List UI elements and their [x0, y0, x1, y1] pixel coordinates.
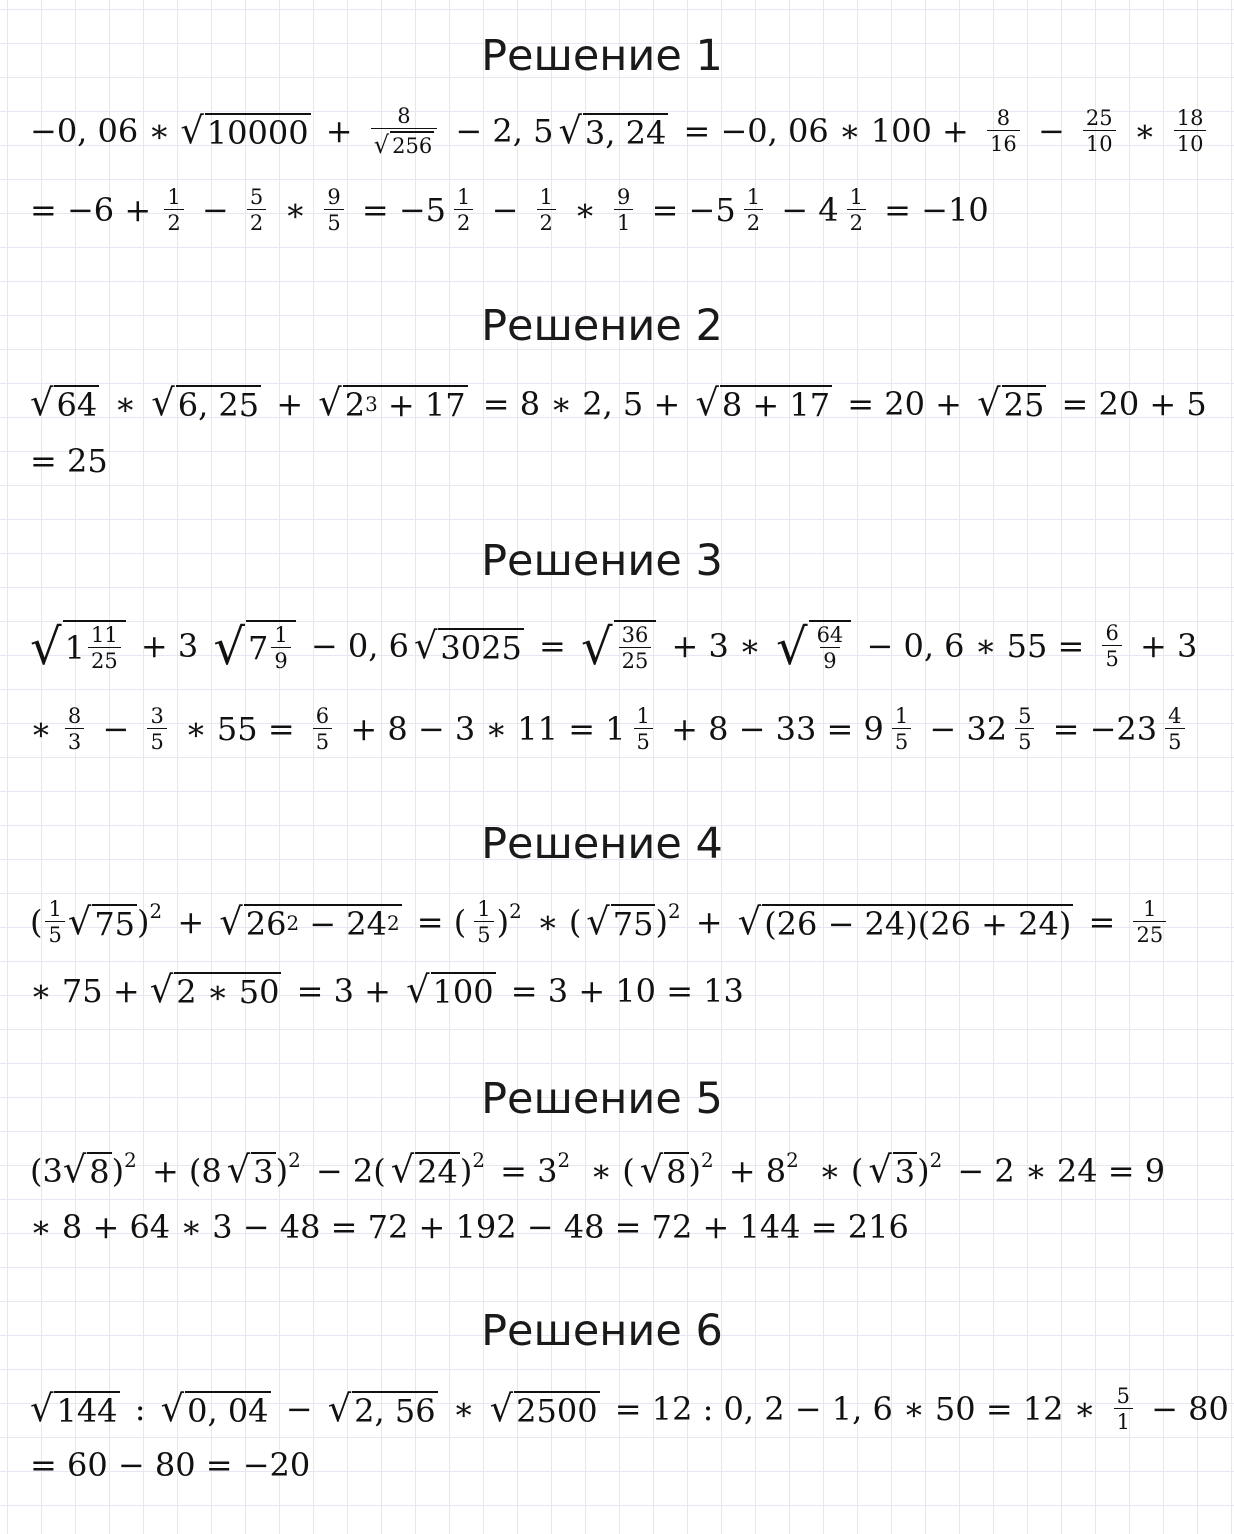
paren-close: ): [275, 1151, 289, 1190]
exponent: 2: [149, 900, 163, 924]
radicand: 25: [1003, 386, 1045, 425]
sqrt: √ 3: [868, 1148, 916, 1192]
exponent: 2: [472, 1148, 485, 1172]
paren: [917, 1148, 943, 1190]
operator: ∗: [452, 1390, 475, 1429]
sqrt: √ 0, 04: [160, 1386, 269, 1431]
radicand: 100: [432, 973, 494, 1012]
sqrt: √ 2 3 + 17: [318, 381, 466, 425]
exponent: 2: [667, 900, 681, 924]
radicand: 3025: [440, 629, 522, 668]
sqrt: √ 26 2 − 24 2: [219, 899, 400, 944]
radicand: 3: [894, 1153, 916, 1192]
paren-close: ): [655, 903, 668, 942]
denominator: 5: [1015, 728, 1034, 753]
paren: [655, 900, 681, 942]
numerator: 1: [48, 897, 62, 921]
denominator: 2: [537, 209, 556, 234]
fraction: [847, 186, 866, 234]
exponent: 2: [557, 1148, 571, 1172]
expr: = 20 +: [847, 384, 962, 423]
expr: = (: [416, 903, 467, 942]
operator: +: [177, 903, 205, 942]
denominator: 9: [271, 647, 290, 672]
fraction: [634, 705, 653, 753]
numerator: 6: [315, 704, 330, 728]
radicand: [614, 620, 657, 672]
solution-2-line-2: [30, 441, 108, 480]
expr: + 3: [140, 627, 199, 666]
solution-4-title: Решение 4: [481, 819, 723, 869]
operator: ∗: [1133, 112, 1156, 151]
numerator: 1: [746, 185, 761, 209]
fraction: [271, 624, 290, 672]
denominator: 2: [744, 209, 763, 234]
paren: [111, 1148, 137, 1190]
fraction: [371, 105, 437, 157]
solution-3-line-1: [30, 617, 1202, 676]
fraction: [324, 186, 343, 234]
paren: (: [30, 903, 43, 942]
expr: = 60 − 80 = −20: [30, 1445, 311, 1484]
fraction: [814, 624, 847, 672]
fraction: [744, 186, 763, 234]
numerator: 9: [617, 185, 631, 209]
solution-5-title: Решение 5: [481, 1074, 723, 1124]
term: + 17: [387, 386, 466, 425]
operator: :: [134, 1390, 146, 1429]
denominator: 5: [634, 728, 653, 753]
solution-4-line-1: [30, 898, 1169, 946]
sqrt: √ 1 $\frac{11}{25}$: [30, 620, 126, 672]
operator: ∗: [284, 191, 307, 230]
radicand: [809, 620, 852, 672]
expr: − 2 ∗ 24 = 9: [957, 1151, 1166, 1190]
numerator: 18: [1176, 106, 1204, 130]
expr: = −6 +: [30, 191, 152, 230]
fraction: [454, 186, 473, 234]
denominator: 1: [614, 209, 633, 234]
solution-6-line-1: [30, 1385, 1234, 1433]
operator: −: [491, 191, 519, 230]
expr: ∗ (: [590, 1151, 635, 1190]
denominator: 25: [88, 647, 121, 672]
numerator: 1: [1143, 897, 1157, 921]
expr: − 0, 6 ∗ 55 =: [866, 627, 1085, 666]
solution-5-line-2: [30, 1207, 909, 1246]
numerator: 9: [327, 185, 341, 209]
paren: [459, 1148, 485, 1190]
exponent: 2: [700, 1148, 714, 1172]
fraction: [1102, 622, 1121, 670]
expr: + 3 ∗: [671, 627, 761, 666]
solution-6-title: Решение 6: [481, 1306, 723, 1356]
denominator: 5: [324, 209, 343, 234]
paren-close: ): [688, 1151, 701, 1190]
denominator: 5: [313, 728, 332, 753]
fraction: [45, 898, 64, 946]
paren: [137, 900, 163, 942]
operator: ∗: [30, 710, 52, 749]
sqrt: √ 8: [62, 1148, 110, 1192]
paren: [496, 900, 522, 942]
numerator: 5: [1018, 704, 1032, 728]
radicand: 24: [417, 1153, 458, 1192]
sqrt: √ 25: [977, 381, 1045, 425]
radicand: 26 2 − 24 2: [245, 905, 400, 944]
denominator: 5: [892, 728, 911, 753]
fraction: [1133, 898, 1166, 946]
fraction: [474, 898, 493, 946]
radicand: 2 3 + 17: [344, 386, 466, 425]
base: 26: [245, 905, 287, 944]
solution-3-line-2: [30, 705, 1188, 753]
denominator: 5: [1102, 645, 1121, 670]
paren-close: ): [496, 903, 510, 942]
numerator: 11: [90, 623, 118, 647]
numerator: 1: [274, 623, 288, 647]
denominator: 5: [147, 728, 166, 753]
fraction: [313, 705, 332, 753]
expr: ∗ 75 +: [30, 971, 140, 1010]
denominator: 9: [820, 647, 839, 672]
fraction: [65, 705, 84, 753]
paren-close: ): [111, 1151, 125, 1190]
sqrt: √ 144: [30, 1386, 118, 1431]
expr: = −5: [651, 191, 736, 230]
fraction: [247, 186, 266, 234]
solution-1-line-2: [30, 186, 994, 234]
paren: [275, 1148, 301, 1190]
sqrt: √ 10000: [180, 108, 309, 153]
expr: + 8 − 33 = 9: [671, 710, 884, 749]
operator: ∗: [574, 191, 596, 230]
expr: − 32: [929, 710, 1008, 749]
exponent: 2: [288, 1148, 301, 1172]
denominator: 3: [65, 728, 84, 753]
expr: = 12 : 0, 2 − 1, 6 ∗ 50 = 12 ∗: [614, 1390, 1096, 1429]
radicand: 6, 25: [177, 386, 260, 425]
base: − 24: [309, 905, 387, 944]
sqrt: √ 3: [226, 1148, 274, 1192]
expr: − 0, 6: [310, 627, 409, 666]
radicand: [63, 620, 126, 672]
radicand: 8: [666, 1153, 687, 1192]
numerator: 1: [894, 704, 909, 728]
sqrt: √ (26 − 24)(26 + 24): [737, 899, 1072, 944]
sqrt: √ 2, 56: [327, 1386, 436, 1431]
radicand: 8 + 17: [721, 386, 831, 425]
term: = 3: [500, 1151, 558, 1190]
fraction: [1165, 705, 1184, 753]
solution-2-line-1: [30, 381, 1212, 425]
sqrt: √ 64: [30, 381, 98, 425]
radicand: (26 − 24)(26 + 24): [764, 905, 1072, 944]
fraction: [1174, 107, 1207, 155]
radicand: 2500: [516, 1392, 598, 1431]
numerator: 25: [1085, 106, 1113, 130]
numerator: 1: [539, 185, 553, 209]
numerator: 1: [477, 897, 491, 921]
expr: − 80: [1151, 1390, 1229, 1429]
denominator: 25: [619, 647, 652, 672]
exponent: 2: [929, 1148, 943, 1172]
expr: [728, 1148, 799, 1190]
expr: = −5: [361, 191, 447, 230]
expr: −0, 06 ∗: [30, 112, 171, 151]
sqrt: √ 8: [639, 1148, 687, 1192]
radicand: [246, 620, 296, 672]
radicand: 2, 56: [354, 1392, 436, 1431]
solution-4-line-2: [30, 968, 749, 1012]
radicand: 0, 04: [187, 1392, 269, 1431]
paren-close: ): [137, 903, 150, 942]
whole: 1: [64, 629, 85, 668]
radicand: 2 ∗ 50: [176, 973, 280, 1012]
radicand: 10000: [206, 114, 309, 153]
solution-3-title: Решение 3: [481, 536, 723, 586]
denominator: 2: [847, 209, 866, 234]
expr: + 8 − 3 ∗ 11 = 1: [350, 710, 626, 749]
expr: [500, 1148, 571, 1190]
denominator: 25: [1133, 921, 1166, 946]
numerator: 4: [1168, 704, 1182, 728]
expr: + (8: [151, 1151, 222, 1190]
radicand: 75: [612, 905, 654, 944]
denominator: 1: [1114, 1408, 1133, 1433]
expr: ∗ 55 =: [185, 710, 295, 749]
denominator: 5: [474, 921, 493, 946]
expr: = 20 + 5: [1061, 384, 1207, 423]
solution-6-line-2: [30, 1445, 311, 1484]
operator: =: [1088, 903, 1116, 942]
denominator: 2: [247, 209, 266, 234]
operator: +: [325, 112, 353, 151]
expr: (3: [30, 1151, 63, 1190]
paren-close: ): [459, 1151, 473, 1190]
denominator: 2: [454, 209, 473, 234]
solution-2-title: Решение 2: [481, 301, 723, 351]
expr: ∗ (: [818, 1151, 864, 1190]
fraction: [537, 186, 556, 234]
sqrt: √ $\frac{36}{25}$: [581, 620, 656, 672]
operator: +: [276, 384, 304, 423]
sqrt: √ 8 + 17: [695, 381, 831, 425]
denominator: 10: [1083, 130, 1116, 155]
numerator: 1: [167, 185, 181, 209]
sqrt: √ 2 ∗ 50: [149, 968, 280, 1012]
denominator: 2: [164, 209, 183, 234]
sqrt: √ 75: [586, 899, 654, 944]
operator: −: [1037, 112, 1065, 151]
sqrt: √ 75: [67, 899, 136, 944]
denominator: 10: [1174, 130, 1207, 155]
numerator: 1: [849, 185, 863, 209]
sqrt: √ $\frac{64}{9}$: [776, 620, 851, 672]
radicand: 75: [94, 905, 136, 944]
denominator: √ 256: [371, 128, 437, 157]
sqrt: √ 3, 24: [558, 108, 667, 153]
fraction: [88, 624, 121, 672]
expr: ∗ (: [536, 903, 582, 942]
radicand: 256: [390, 131, 434, 157]
expr: = 25: [30, 441, 108, 480]
sqrt: √ 2500: [489, 1386, 598, 1431]
operator: =: [539, 627, 566, 666]
denominator: 5: [1165, 728, 1184, 753]
expr: ∗ 8 + 64 ∗ 3 − 48 = 72 + 192 − 48 = 72 + 144 = 216: [30, 1207, 909, 1246]
base: 2: [344, 386, 366, 425]
sqrt: √ 3025: [413, 623, 522, 668]
expr: = 3 +: [296, 971, 391, 1010]
whole: 7: [248, 629, 269, 668]
sqrt: √ 100: [406, 968, 494, 1012]
expr: = −0, 06 ∗ 100 +: [683, 112, 969, 151]
fraction: [164, 186, 183, 234]
fraction: [619, 624, 652, 672]
numerator: 1: [457, 185, 471, 209]
sqrt: √ 6, 25: [151, 381, 260, 425]
numerator: 36: [621, 623, 649, 647]
numerator: 64: [816, 623, 844, 647]
numerator: 8: [397, 104, 411, 128]
numerator: 5: [249, 185, 264, 209]
expr: = 8 ∗ 2, 5 +: [482, 384, 681, 423]
expr: − 2, 5: [455, 112, 554, 151]
fraction: [892, 705, 911, 753]
expr: = 3 + 10 = 13: [510, 971, 744, 1010]
radicand: 8: [89, 1153, 110, 1192]
expr: = −23: [1052, 710, 1158, 749]
sqrt: √ 7 $\frac{1}{9}$: [213, 620, 295, 672]
paren-close: ): [917, 1151, 930, 1190]
fraction: [987, 107, 1020, 155]
term: + 8: [728, 1151, 787, 1190]
radicand: 3: [253, 1153, 274, 1192]
exponent: 2: [124, 1148, 137, 1172]
numerator: 5: [1116, 1384, 1130, 1408]
operator: +: [695, 903, 723, 942]
numerator: 8: [996, 106, 1011, 130]
solution-1-title: Решение 1: [481, 31, 723, 81]
solution-1-line-1: [30, 105, 1209, 157]
exponent: 2: [786, 1148, 799, 1172]
operator: −: [201, 191, 229, 230]
numerator: 8: [67, 704, 82, 728]
denominator: 5: [45, 921, 64, 946]
fraction: [1083, 107, 1116, 155]
numerator: 1: [636, 704, 650, 728]
expr: = −10: [884, 191, 989, 230]
fraction: [147, 705, 166, 753]
fraction: [1114, 1385, 1133, 1433]
radicand: 3, 24: [584, 114, 667, 153]
operator: ∗: [114, 384, 137, 423]
fraction: [614, 186, 633, 234]
solution-5-line-1: [30, 1148, 1170, 1192]
expr: − 4: [781, 191, 839, 230]
paren: [688, 1148, 714, 1190]
radicand: 144: [56, 1392, 118, 1431]
operator: −: [102, 710, 130, 749]
numerator: 3: [150, 704, 164, 728]
fraction: [1015, 705, 1034, 753]
radicand: 64: [56, 386, 98, 425]
operator: −: [285, 1390, 313, 1429]
sqrt: √ 24: [390, 1148, 458, 1192]
exponent: 2: [509, 900, 522, 924]
expr: + 3: [1140, 627, 1198, 666]
denominator: 16: [987, 130, 1020, 155]
numerator: 6: [1105, 621, 1119, 645]
expr: − 2(: [315, 1151, 386, 1190]
